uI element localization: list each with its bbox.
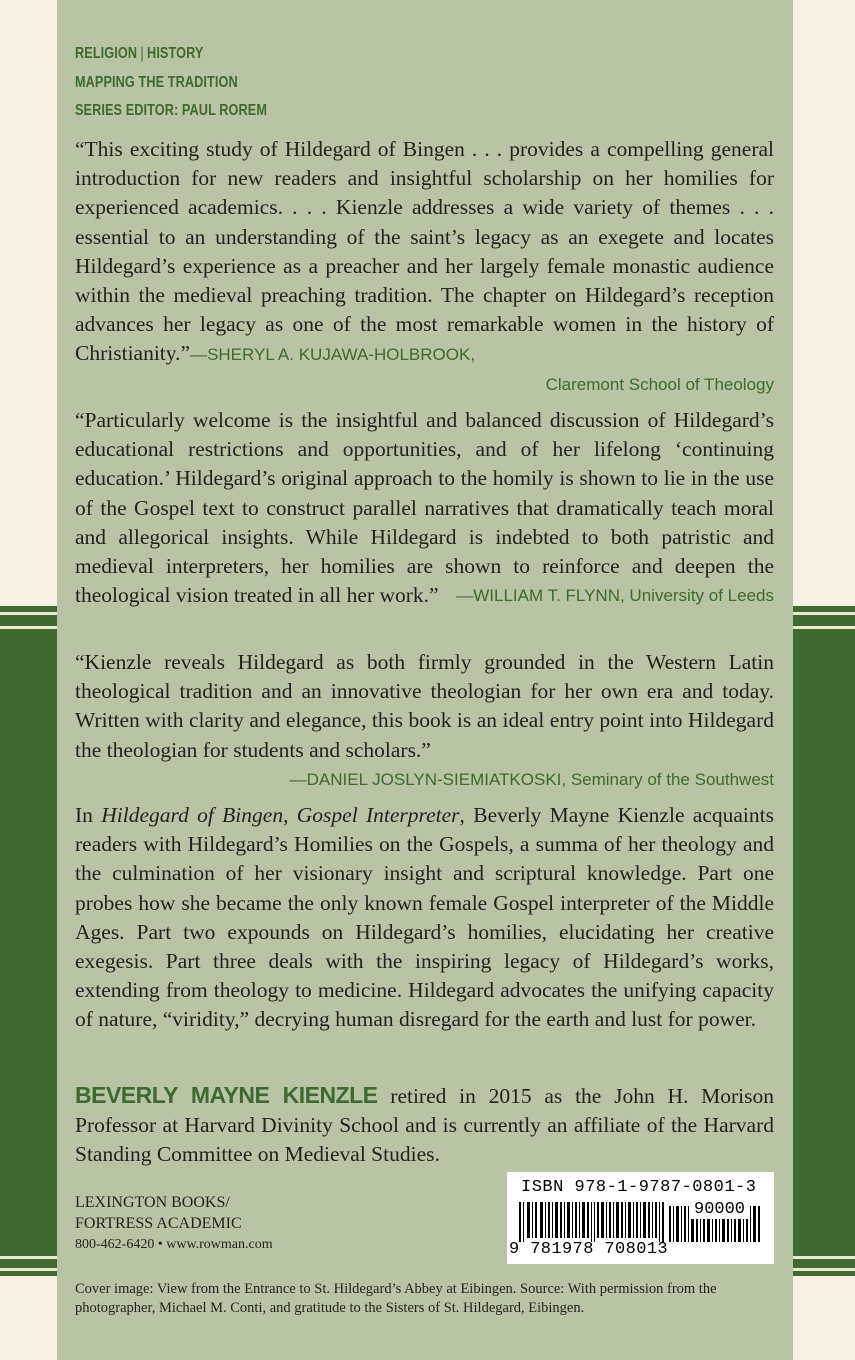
right-green-bar [793,606,855,1276]
quote-attribution-affiliation: Claremont School of Theology [545,374,774,394]
quote-text: “Kienzle reveals Hildegard as both firmly grounded in the Western Latin theological tradition and an innovative theologian for her own era and today. Written with clarity and elegance, this book is an ideal entry point into Hildegard the theologian for students and scholars.” [75,650,774,762]
credit-image-title: View from the Entrance to St. Hildegard’s Abbey at Eibingen [156,1281,513,1297]
stripe-line [793,626,855,629]
series-name: MAPPING THE TRADITION [75,73,238,91]
left-green-bar [0,606,57,1276]
series-info [75,40,267,126]
price-code: 90000 [691,1200,748,1219]
isbn-label: ISBN 978-1-9787-0801-3 [521,1178,757,1197]
quote-text: “This exciting study of Hildegard of Bingen . . . provides a compelling general introduction for new readers and insightful scholarship on her homilies for experienced academics. . . . Kienzle addresses a wide variety of themes . . . essential to an understanding of the saint’s legacy as an exegete and locates Hildegard’s experience as a preacher and her largely female monastic audience within the medieval preaching tradition. The chapter on Hildegard’s reception advances her legacy as one of the most remarkable women in the history of Christianity.” [75,137,774,366]
credit-rest: . Source: With permission from the photographer, Michael M. Conti, and gratitude to the Sisters of St. Hildegard, Eibingen. [75,1281,717,1316]
stripe-line [0,1268,57,1271]
publisher-contact: 800-462-6420 • www.rowman.com [75,1237,273,1252]
endorsement-quote-3 [75,648,774,794]
quote-attribution: —WILLIAM T. FLYNN, University of Leeds [456,586,774,606]
stripe-line [0,612,57,615]
description-text: , Beverly Mayne Kienzle acquaints readers with Hildegard’s Homilies on the Gospels, a summa of her theology and the culmination of her visionary insight and scriptural knowledge. Part one probes how she became the only known female Gospel interpreter of the Middle Ages. Part two expounds on Hildegard’s homilies, elucidating her creative exegesis. Part three deals with the inspiring legacy of Hildegard’s works, extending from theology to medicine. Hildegard advocates the unifying capacity of nature, “viridity,” decrying human disregard for the earth and lust for power. [75,803,774,1032]
stripe-line [0,1256,57,1259]
series-editor: SERIES EDITOR: PAUL ROREM [75,102,268,119]
quote-text: “Particularly welcome is the insightful and balanced discussion of Hildegard’s educational restrictions and opportunities, and of her lifelong ‘continuing education.’ Hildegard’s original approach to the homily is shown to lie in the use of the Gospel text to construct parallel narratives that dramatically teach moral and allegorical insights. While Hildegard is indebted to both patristic and medieval interpreters, her homilies are shown to reinforce and deepen the theological vision treated in all her work.” [75,408,774,608]
credit-prefix: Cover image: [75,1281,157,1297]
book-description [75,801,774,1035]
book-title: Hildegard of Bingen, Gospel Interpreter [101,803,460,827]
stripe-line [0,626,57,629]
category-separator: | [140,45,144,62]
endorsement-quote-1 [75,135,774,399]
category-history: HISTORY [147,45,204,62]
cover-image-credit [75,1280,775,1318]
stripe-line [793,1268,855,1271]
stripe-line [793,1256,855,1259]
stripe-line [793,612,855,615]
publisher-line-1: LEXINGTON BOOKS/ [75,1194,230,1211]
category-line [75,40,267,69]
quote-attribution: —DANIEL JOSLYN-SIEMIATKOSKI, Seminary of the Southwest [289,769,774,789]
endorsement-quote-2 [75,406,774,611]
quote-attribution-name: —SHERYL A. KUJAWA-HOLBROOK, [190,345,476,365]
isbn-barcode [507,1172,774,1264]
publisher-block [75,1192,273,1255]
description-intro: In [75,803,102,827]
publisher-line-2: FORTRESS ACADEMIC [75,1215,242,1232]
author-bio [75,1081,774,1170]
category-religion: RELIGION [75,45,138,62]
author-name: BEVERLY MAYNE KIENZLE [75,1082,378,1108]
ean-digits: 9 781978 708013 [509,1240,669,1259]
bio-text: retired in 2015 as the John H. Morison Professor at Harvard Divinity School and is currently an affiliate of the Harvard Standing Committee on Medieval Studies. [75,1084,775,1167]
